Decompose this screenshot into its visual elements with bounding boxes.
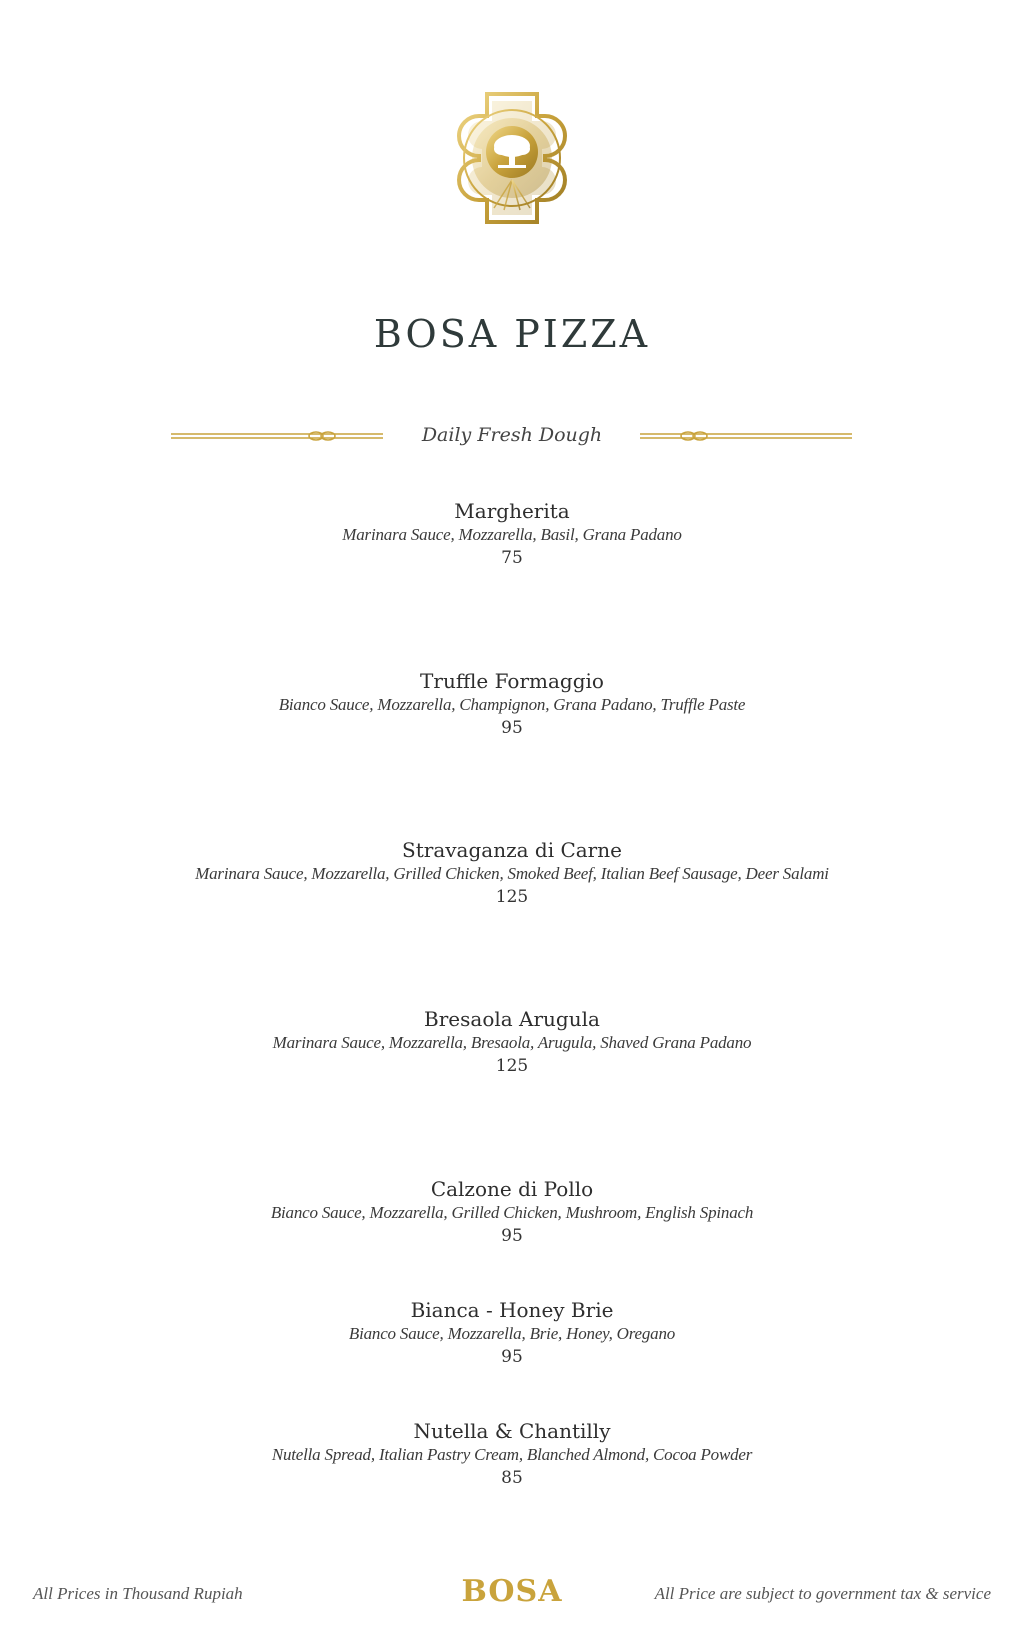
item-name: Stravaganza di Carne bbox=[402, 838, 622, 862]
item-name: Calzone di Pollo bbox=[430, 1177, 594, 1201]
subtitle-row bbox=[0, 425, 1024, 455]
item-price: 95 bbox=[501, 1226, 523, 1246]
item-description: Marinara Sauce, Mozzarella, Basil, Grana Padano bbox=[342, 525, 682, 544]
item-price: 85 bbox=[501, 1468, 523, 1488]
item-description: Nutella Spread, Italian Pastry Cream, Blanched Almond, Cocoa Powder bbox=[271, 1445, 753, 1464]
menu-item bbox=[0, 1176, 1024, 1248]
item-name: Truffle Formaggio bbox=[420, 669, 604, 693]
menu-item bbox=[0, 837, 1024, 909]
footer-tax-note: All Price are subject to government tax & service bbox=[654, 1584, 991, 1603]
tree-emblem-icon bbox=[442, 88, 582, 228]
menu-item bbox=[0, 668, 1024, 740]
section-subtitle: Daily Fresh Dough bbox=[421, 424, 603, 446]
item-name: Nutella & Chantilly bbox=[413, 1419, 611, 1443]
item-price: 75 bbox=[501, 548, 523, 568]
item-description: Bianco Sauce, Mozzarella, Grilled Chicken, Mushroom, English Spinach bbox=[270, 1203, 754, 1222]
footer-currency-note: All Prices in Thousand Rupiah bbox=[33, 1584, 243, 1603]
menu-item bbox=[0, 498, 1024, 570]
item-description: Marinara Sauce, Mozzarella, Grilled Chicken, Smoked Beef, Italian Beef Sausage, Deer Salami bbox=[195, 864, 829, 883]
item-description: Marinara Sauce, Mozzarella, Bresaola, Arugula, Shaved Grana Padano bbox=[272, 1033, 752, 1052]
page-title: BOSA PIZZA bbox=[373, 312, 651, 356]
item-price: 125 bbox=[495, 887, 529, 907]
item-price: 125 bbox=[495, 1056, 529, 1076]
item-description: Bianco Sauce, Mozzarella, Champignon, Grana Padano, Truffle Paste bbox=[278, 695, 746, 714]
menu-item bbox=[0, 1418, 1024, 1490]
item-name: Bresaola Arugula bbox=[424, 1007, 600, 1031]
ornament-divider-right bbox=[640, 430, 852, 442]
menu-item bbox=[0, 1006, 1024, 1078]
footer-brand-logo: BOSA bbox=[461, 1574, 563, 1609]
item-description: Bianco Sauce, Mozzarella, Brie, Honey, Oregano bbox=[348, 1324, 676, 1343]
menu-item bbox=[0, 1297, 1024, 1369]
item-name: Bianca - Honey Brie bbox=[410, 1298, 614, 1322]
item-price: 95 bbox=[501, 1347, 523, 1367]
item-name: Margherita bbox=[454, 499, 570, 523]
item-price: 95 bbox=[501, 718, 523, 738]
